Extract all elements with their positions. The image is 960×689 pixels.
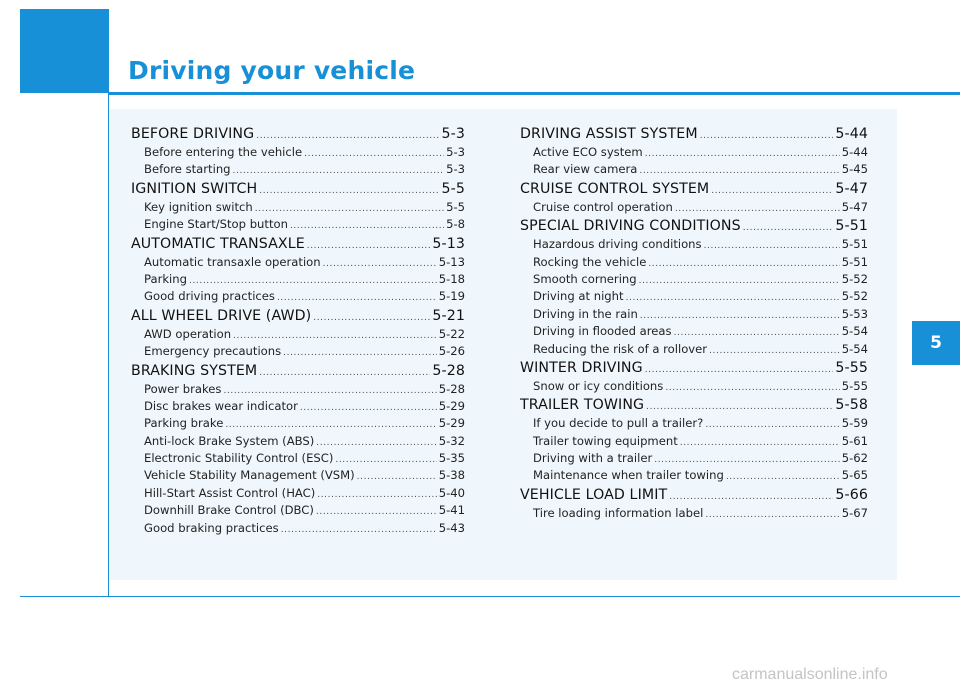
toc-entry-label: Vehicle Stability Management (VSM) — [144, 468, 355, 483]
toc-subsection-entry[interactable] — [520, 415, 868, 432]
toc-dot-leader — [233, 163, 445, 178]
toc-dot-leader — [680, 435, 840, 450]
toc-section-entry[interactable] — [131, 179, 465, 199]
toc-column-left — [131, 124, 465, 537]
toc-section-entry[interactable] — [520, 485, 868, 505]
toc-entry-label: BRAKING SYSTEM — [131, 362, 258, 379]
toc-entry-page: 5-54 — [841, 341, 868, 356]
toc-entry-label: Anti-lock Brake System (ABS) — [144, 433, 315, 448]
toc-dot-leader — [645, 360, 834, 378]
toc-dot-leader — [316, 435, 436, 450]
toc-section-entry[interactable] — [131, 234, 465, 254]
toc-entry-page: 5-58 — [835, 397, 868, 414]
toc-subsection-entry[interactable] — [131, 398, 465, 415]
toc-dot-leader — [675, 201, 840, 216]
toc-entry-label: Parking brake — [144, 416, 224, 431]
toc-dot-leader — [704, 238, 840, 253]
toc-subsection-entry[interactable] — [520, 467, 868, 484]
toc-entry-page: 5-52 — [841, 271, 868, 286]
toc-subsection-entry[interactable] — [131, 433, 465, 450]
toc-entry-label: Tire loading information label — [533, 505, 704, 520]
toc-subsection-entry[interactable] — [131, 485, 465, 502]
toc-entry-label: If you decide to pull a trailer? — [533, 416, 704, 431]
toc-entry-label: Rocking the vehicle — [533, 254, 647, 269]
toc-subsection-entry[interactable] — [520, 254, 868, 271]
toc-entry-label: ALL WHEEL DRIVE (AWD) — [131, 307, 312, 324]
toc-entry-page: 5-19 — [438, 289, 465, 304]
toc-dot-leader — [645, 146, 840, 161]
toc-entry-page: 5-40 — [438, 485, 465, 500]
toc-entry-page: 5-18 — [438, 271, 465, 286]
toc-entry-page: 5-47 — [841, 199, 868, 214]
toc-dot-leader — [300, 400, 437, 415]
toc-entry-label: Power brakes — [144, 381, 222, 396]
toc-entry-label: CRUISE CONTROL SYSTEM — [520, 180, 710, 197]
toc-subsection-entry[interactable] — [520, 378, 868, 395]
toc-entry-page: 5-44 — [841, 145, 868, 159]
toc-subsection-entry[interactable] — [131, 288, 465, 305]
toc-subsection-entry[interactable] — [131, 381, 465, 398]
toc-subsection-entry[interactable] — [520, 433, 868, 450]
toc-dot-leader — [223, 383, 436, 398]
toc-dot-leader — [283, 345, 437, 360]
toc-entry-label: Maintenance when trailer towing — [533, 468, 724, 483]
toc-entry-label: DRIVING ASSIST SYSTEM — [520, 126, 698, 142]
toc-dot-leader — [304, 146, 444, 161]
toc-entry-page: 5-13 — [432, 235, 465, 252]
page-title: Driving your vehicle — [128, 56, 416, 85]
toc-dot-leader — [317, 487, 436, 502]
toc-entry-label: Snow or icy conditions — [533, 378, 664, 393]
toc-subsection-entry[interactable] — [520, 450, 868, 467]
toc-dot-leader — [335, 452, 436, 467]
toc-entry-label: Disc brakes wear indicator — [144, 398, 298, 413]
toc-entry-page: 5-29 — [438, 398, 465, 413]
toc-entry-page: 5-3 — [441, 126, 465, 142]
toc-entry-page: 5-38 — [438, 468, 465, 483]
toc-dot-leader — [259, 181, 439, 199]
toc-entry-page: 5-45 — [841, 162, 868, 177]
toc-dot-leader — [709, 343, 840, 358]
toc-dot-leader — [277, 290, 437, 305]
toc-dot-leader — [711, 181, 833, 199]
toc-subsection-entry[interactable] — [520, 306, 868, 323]
toc-entry-page: 5-61 — [841, 433, 868, 448]
toc-entry-label: VEHICLE LOAD LIMIT — [520, 486, 668, 503]
chapter-tab[interactable]: 5 — [912, 321, 960, 365]
toc-dot-leader — [281, 522, 437, 537]
toc-entry-label: Emergency precautions — [144, 344, 282, 359]
toc-entry-page: 5-51 — [841, 237, 868, 252]
title-underline — [108, 92, 960, 95]
toc-entry-page: 5-35 — [438, 451, 465, 466]
toc-entry-label: Engine Start/Stop button — [144, 217, 288, 232]
toc-entry-page: 5-22 — [438, 326, 465, 341]
toc-subsection-entry[interactable] — [131, 254, 465, 271]
toc-entry-page: 5-55 — [835, 359, 868, 376]
toc-dot-leader — [233, 328, 437, 343]
toc-entry-page: 5-47 — [835, 180, 868, 197]
toc-dot-leader — [357, 469, 437, 484]
toc-dot-leader — [700, 126, 834, 144]
toc-entry-page: 5-5 — [441, 180, 465, 197]
toc-entry-page: 5-65 — [841, 468, 868, 483]
toc-section-entry[interactable] — [520, 179, 868, 199]
toc-dot-leader — [743, 218, 834, 236]
toc-subsection-entry[interactable] — [131, 326, 465, 343]
toc-entry-label: Before starting — [144, 162, 231, 177]
toc-subsection-entry[interactable] — [131, 415, 465, 432]
toc-entry-label: IGNITION SWITCH — [131, 180, 258, 197]
toc-subsection-entry[interactable] — [520, 341, 868, 358]
toc-entry-page: 5-3 — [446, 145, 465, 159]
toc-entry-label: Driving in flooded areas — [533, 324, 672, 339]
toc-subsection-entry[interactable] — [520, 505, 868, 522]
toc-entry-label: WINTER DRIVING — [520, 359, 643, 376]
toc-subsection-entry[interactable] — [520, 161, 868, 178]
toc-section-entry[interactable] — [131, 124, 465, 144]
toc-subsection-entry[interactable] — [520, 323, 868, 340]
toc-section-entry[interactable] — [131, 306, 465, 326]
toc-dot-leader — [726, 469, 840, 484]
toc-subsection-entry[interactable] — [520, 144, 868, 161]
toc-entry-page: 5-26 — [438, 344, 465, 359]
footer-rule — [20, 596, 960, 597]
toc-dot-leader — [256, 126, 439, 144]
toc-entry-page: 5-51 — [835, 218, 868, 235]
toc-dot-leader — [705, 417, 839, 432]
toc-entry-page: 5-3 — [446, 162, 465, 177]
toc-entry-label: Rear view camera — [533, 162, 638, 177]
toc-entry-page: 5-28 — [438, 381, 465, 396]
toc-entry-page: 5-5 — [446, 199, 465, 214]
toc-dot-leader — [640, 308, 840, 323]
toc-entry-page: 5-67 — [841, 505, 868, 520]
toc-subsection-entry[interactable] — [520, 288, 868, 305]
toc-subsection-entry[interactable] — [520, 199, 868, 216]
toc-entry-label: Parking — [144, 271, 187, 286]
toc-column-right — [520, 124, 868, 522]
toc-dot-leader — [307, 236, 431, 254]
toc-subsection-entry[interactable] — [131, 216, 465, 233]
toc-section-entry[interactable] — [131, 361, 465, 381]
toc-entry-page: 5-52 — [841, 289, 868, 304]
toc-entry-page: 5-21 — [432, 307, 465, 324]
toc-dot-leader — [313, 308, 430, 326]
toc-entry-label: SPECIAL DRIVING CONDITIONS — [520, 218, 741, 235]
toc-section-entry[interactable] — [520, 124, 868, 144]
toc-subsection-entry[interactable] — [131, 502, 465, 519]
header-color-block — [20, 9, 108, 93]
toc-dot-leader — [316, 504, 437, 519]
toc-entry-label: Automatic transaxle operation — [144, 254, 321, 269]
toc-entry-label: TRAILER TOWING — [520, 397, 645, 414]
toc-subsection-entry[interactable] — [131, 144, 465, 161]
toc-entry-label: Driving in the rain — [533, 306, 638, 321]
watermark: carmanualsonline.info — [732, 666, 888, 683]
toc-subsection-entry[interactable] — [520, 271, 868, 288]
toc-entry-label: Driving at night — [533, 289, 624, 304]
toc-entry-page: 5-55 — [841, 378, 868, 393]
toc-entry-page: 5-43 — [438, 520, 465, 535]
toc-subsection-entry[interactable] — [520, 236, 868, 253]
toc-subsection-entry[interactable] — [131, 450, 465, 467]
toc-dot-leader — [290, 218, 444, 233]
toc-dot-leader — [626, 290, 840, 305]
toc-entry-page: 5-59 — [841, 416, 868, 431]
toc-dot-leader — [255, 201, 444, 216]
toc-entry-label: Hazardous driving conditions — [533, 237, 702, 252]
toc-entry-label: Cruise control operation — [533, 199, 673, 214]
toc-dot-leader — [259, 363, 430, 381]
toc-entry-page: 5-51 — [841, 254, 868, 269]
toc-entry-label: Smooth cornering — [533, 271, 637, 286]
toc-entry-page: 5-28 — [432, 362, 465, 379]
toc-dot-leader — [639, 163, 839, 178]
toc-dot-leader — [323, 256, 437, 271]
toc-subsection-entry[interactable] — [131, 199, 465, 216]
toc-section-entry[interactable] — [520, 395, 868, 415]
toc-entry-label: Good driving practices — [144, 289, 275, 304]
toc-entry-label: Electronic Stability Control (ESC) — [144, 451, 334, 466]
toc-section-entry[interactable] — [520, 358, 868, 378]
toc-entry-label: BEFORE DRIVING — [131, 126, 255, 142]
toc-entry-label: Key ignition switch — [144, 199, 253, 214]
toc-dot-leader — [189, 273, 437, 288]
toc-entry-label: Downhill Brake Control (DBC) — [144, 503, 314, 518]
toc-section-entry[interactable] — [520, 216, 868, 236]
toc-subsection-entry[interactable] — [131, 343, 465, 360]
toc-entry-page: 5-32 — [438, 433, 465, 448]
toc-entry-label: Hill-Start Assist Control (HAC) — [144, 485, 316, 500]
toc-subsection-entry[interactable] — [131, 467, 465, 484]
toc-subsection-entry[interactable] — [131, 271, 465, 288]
toc-entry-label: Before entering the vehicle — [144, 145, 303, 159]
toc-entry-label: Reducing the risk of a rollover — [533, 341, 708, 356]
toc-entry-page: 5-13 — [438, 254, 465, 269]
toc-dot-leader — [665, 380, 839, 395]
toc-subsection-entry[interactable] — [131, 520, 465, 537]
toc-entry-label: Good braking practices — [144, 520, 279, 535]
toc-subsection-entry[interactable] — [131, 161, 465, 178]
toc-entry-page: 5-8 — [446, 217, 465, 232]
toc-entry-label: Active ECO system — [533, 145, 643, 159]
toc-dot-leader — [646, 397, 833, 415]
toc-entry-page: 5-66 — [835, 486, 868, 503]
toc-entry-label: AWD operation — [144, 326, 232, 341]
toc-entry-page: 5-62 — [841, 451, 868, 466]
toc-entry-page: 5-44 — [835, 126, 868, 142]
toc-entry-page: 5-53 — [841, 306, 868, 321]
toc-entry-label: Driving with a trailer — [533, 451, 653, 466]
toc-entry-page: 5-41 — [438, 503, 465, 518]
toc-entry-page: 5-29 — [438, 416, 465, 431]
toc-entry-label: Trailer towing equipment — [533, 433, 678, 448]
toc-entry-page: 5-54 — [841, 324, 868, 339]
toc-dot-leader — [654, 452, 839, 467]
toc-dot-leader — [639, 273, 840, 288]
toc-dot-leader — [705, 507, 839, 522]
toc-dot-leader — [674, 325, 840, 340]
toc-dot-leader — [669, 487, 833, 505]
toc-entry-label: AUTOMATIC TRANSAXLE — [131, 235, 305, 252]
toc-dot-leader — [648, 256, 839, 271]
toc-dot-leader — [225, 417, 436, 432]
